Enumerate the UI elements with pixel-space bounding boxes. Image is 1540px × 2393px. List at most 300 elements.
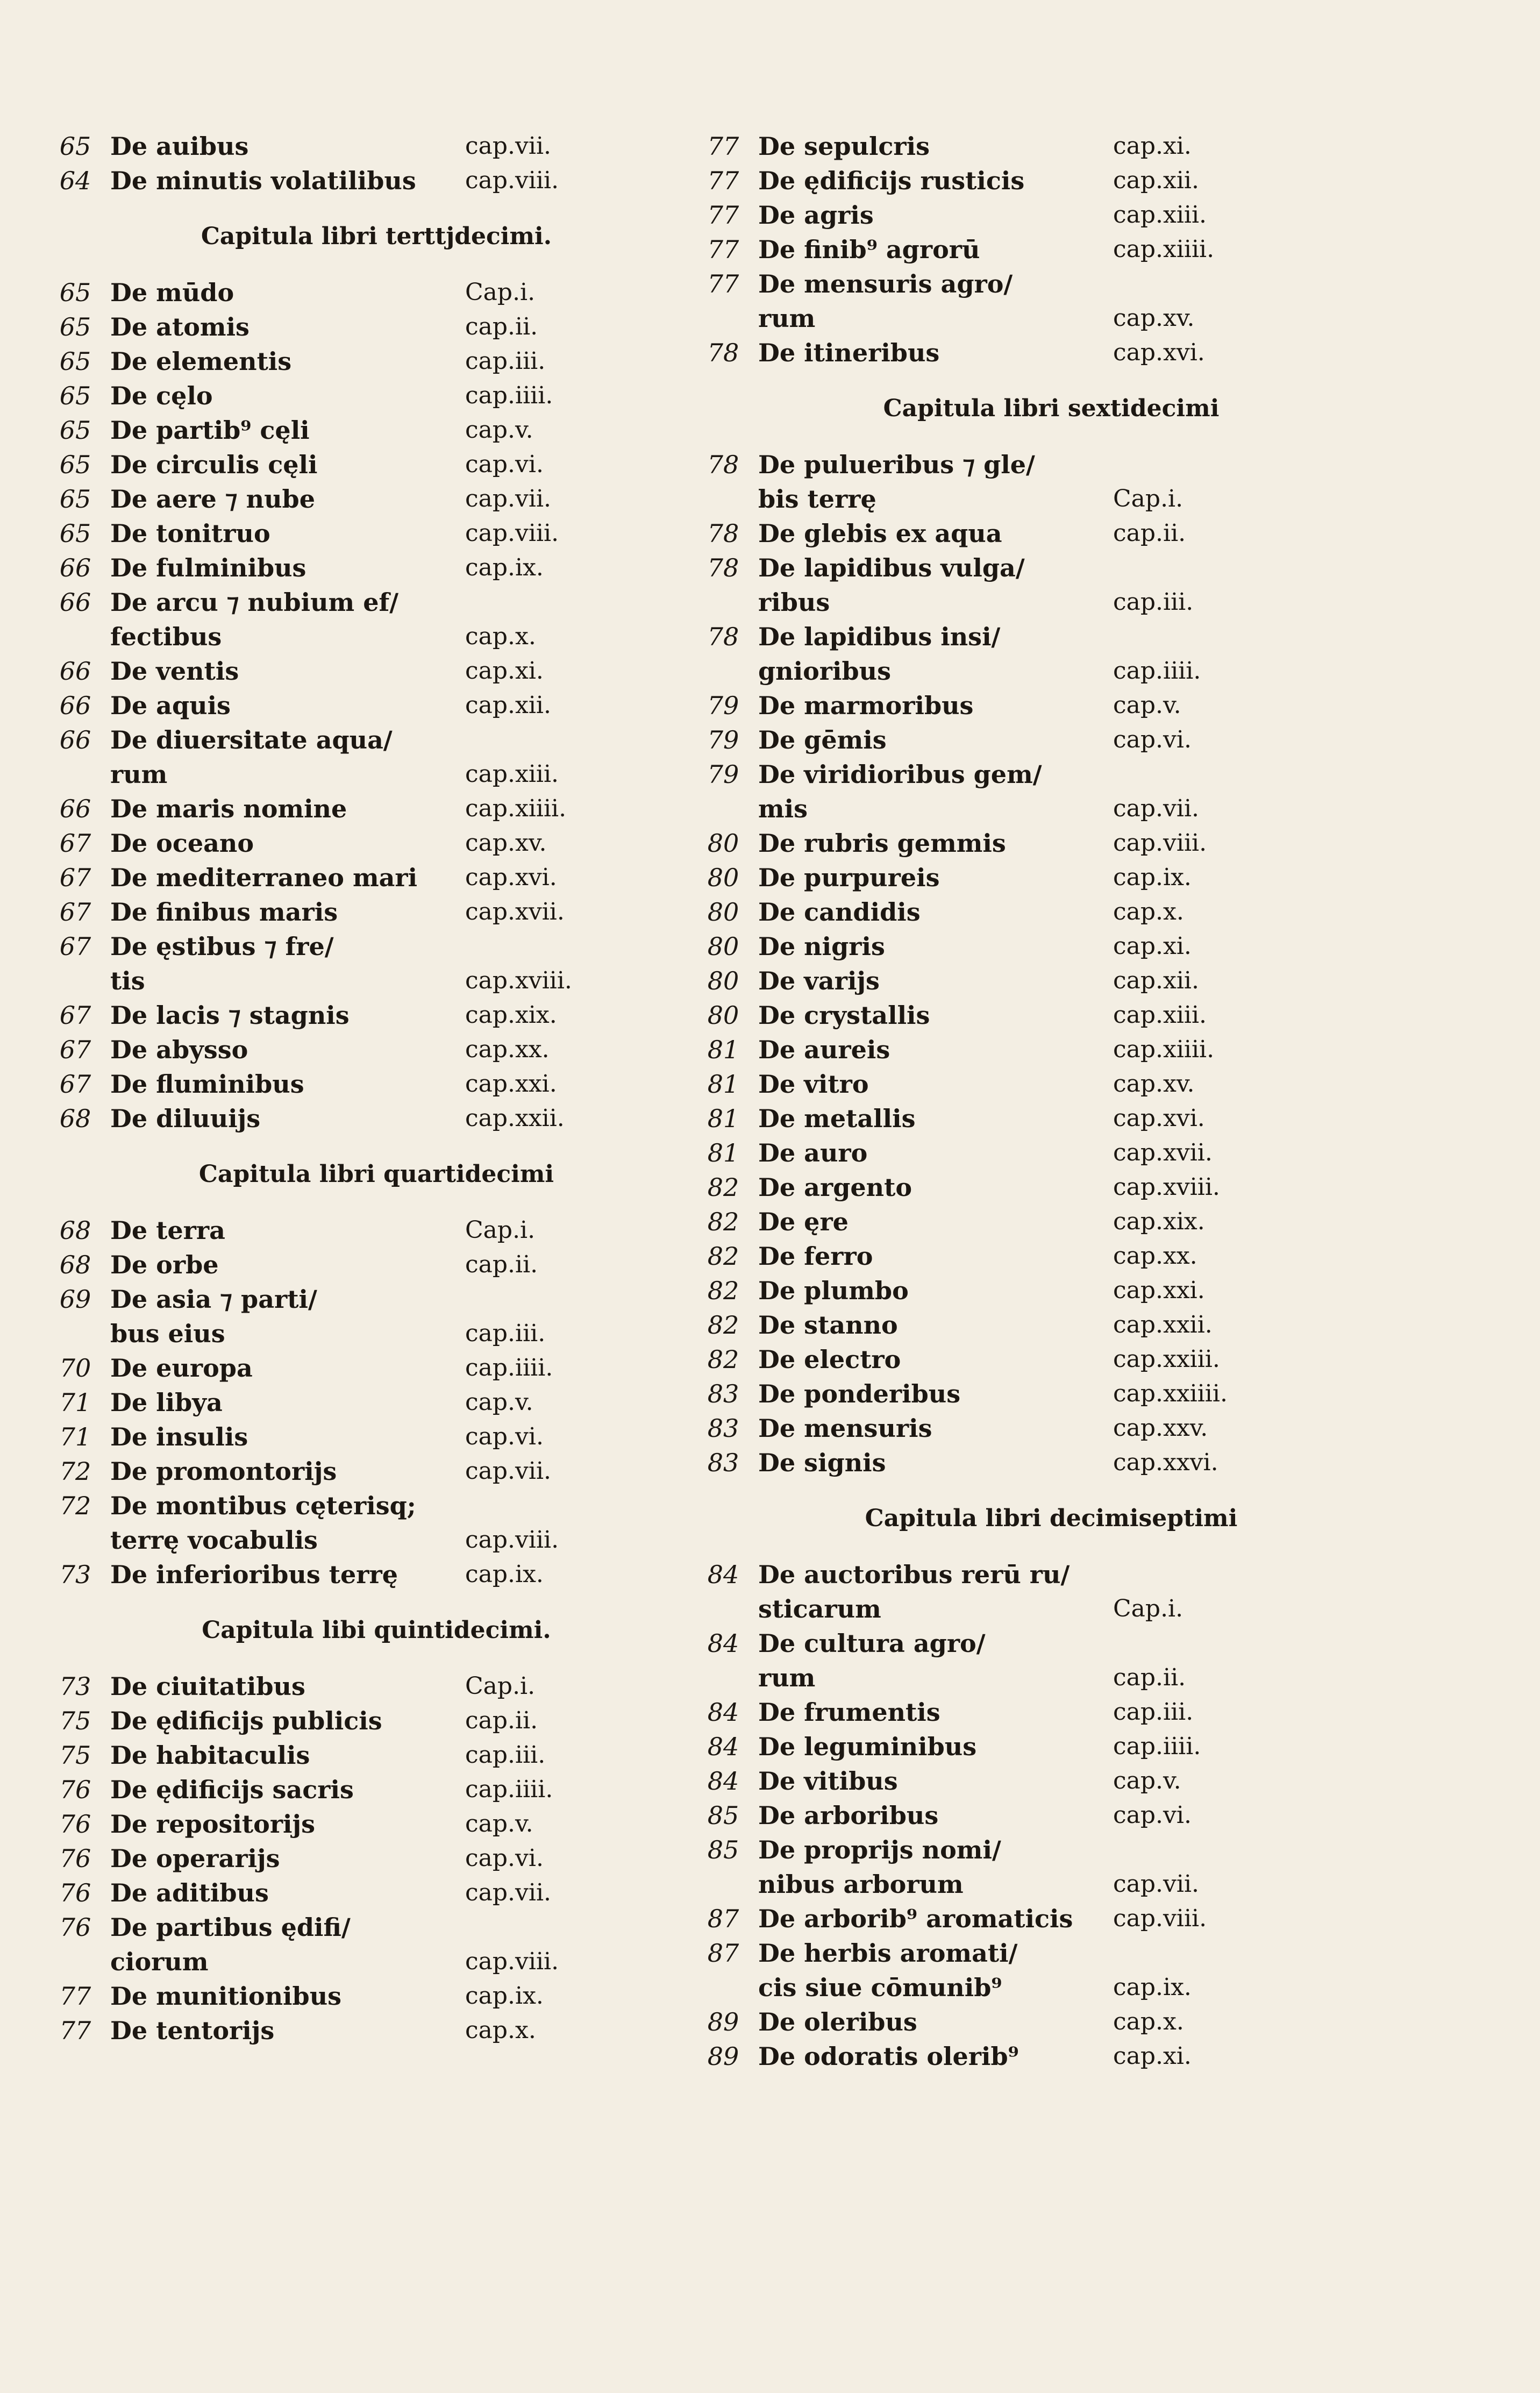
toc-entry <box>40 275 712 310</box>
folio-number: 85 <box>707 1801 739 1830</box>
toc-entry <box>40 344 712 379</box>
entry-title-line: rum <box>758 1663 816 1692</box>
entry-title-line: De fulminibus <box>110 553 306 582</box>
toc-entry <box>40 1213 712 1248</box>
chapter-number: cap.viii. <box>465 167 559 194</box>
folio-number: 66 <box>59 691 91 720</box>
entry-title-line: De ęstibus ⁊ fre/ <box>110 932 334 961</box>
folio-number: 73 <box>59 1672 91 1701</box>
folio-number: 66 <box>59 657 91 686</box>
entry-title-line: De viridioribus gem/ <box>758 760 1042 789</box>
toc-entry <box>40 723 712 792</box>
entry-title-line: De aureis <box>758 1035 890 1064</box>
entry-title <box>758 1205 1092 1239</box>
entry-title <box>110 1876 444 1910</box>
folio-number: 78 <box>707 519 739 548</box>
toc-entry <box>40 1454 712 1488</box>
entry-title-line: nibus arborum <box>758 1870 964 1899</box>
chapter-number: cap.vii. <box>465 1879 552 1906</box>
chapter-number: cap.iii. <box>465 347 546 375</box>
folio-number: 78 <box>707 338 739 367</box>
entry-title <box>758 757 1092 826</box>
entry-title-line: De ciuitatibus <box>110 1672 305 1701</box>
toc-entry <box>40 1488 712 1557</box>
toc-entry <box>688 1170 1414 1205</box>
toc-entry <box>40 1101 712 1136</box>
chapter-number: cap.ii. <box>465 1707 538 1734</box>
entry-title <box>110 1420 444 1454</box>
chapter-number: cap.viii. <box>1113 829 1207 857</box>
entry-title <box>110 998 444 1032</box>
toc-entry <box>40 379 712 413</box>
chapter-number: cap.ix. <box>465 1982 544 2010</box>
folio-number: 80 <box>707 966 739 995</box>
chapter-number: cap.xxii. <box>465 1105 565 1132</box>
entry-title-line: sticarum <box>758 1594 881 1623</box>
entry-title-line: De gēmis <box>758 725 887 754</box>
chapter-number: cap.iiii. <box>1113 1733 1201 1760</box>
chapter-number: cap.xi. <box>465 657 544 685</box>
entry-title-line: De argento <box>758 1173 912 1202</box>
toc-entry <box>688 129 1414 163</box>
toc-entry <box>40 2013 712 2048</box>
toc-entry <box>40 310 712 344</box>
entry-title-line: De arcu ⁊ nubium ef/ <box>110 588 399 617</box>
entry-title-line: gnioribus <box>758 657 891 686</box>
entry-title <box>758 1901 1092 1936</box>
folio-number: 75 <box>59 1741 91 1770</box>
entry-title-line: De auctoribus rerū ru/ <box>758 1560 1070 1589</box>
toc-entry <box>688 723 1414 757</box>
entry-title-line: De europa <box>110 1354 253 1383</box>
entry-title <box>110 1979 444 2013</box>
toc-entry <box>40 585 712 654</box>
entry-title <box>758 619 1092 688</box>
toc-entry <box>688 198 1414 232</box>
entry-title-line: De finibus maris <box>110 898 338 927</box>
folio-number: 82 <box>707 1311 739 1340</box>
chapter-number: cap.xx. <box>1113 1242 1197 1270</box>
entry-title-line: De metallis <box>758 1104 916 1133</box>
toc-entry <box>40 1807 712 1841</box>
entry-title <box>110 1282 444 1351</box>
entry-title-line: De stanno <box>758 1311 898 1340</box>
chapter-number: cap.xix. <box>465 1001 557 1029</box>
toc-entry <box>688 1136 1414 1170</box>
entry-title <box>110 792 444 826</box>
chapter-number: cap.x. <box>1113 898 1184 925</box>
toc-entry <box>40 413 712 447</box>
entry-title-line: De ędificijs sacris <box>110 1775 354 1804</box>
entry-title-line: rum <box>110 760 168 789</box>
chapter-number: cap.xi. <box>1113 132 1192 160</box>
entry-title-line: De minutis volatilibus <box>110 166 416 195</box>
entry-title-line: De aditibus <box>110 1878 269 1907</box>
folio-number: 76 <box>59 1810 91 1839</box>
entry-title <box>758 895 1092 929</box>
entry-title <box>758 2005 1092 2039</box>
entry-title <box>758 723 1092 757</box>
entry-title-line: De auibus <box>110 132 249 161</box>
toc-entry <box>40 1282 712 1351</box>
toc-entry <box>688 1101 1414 1136</box>
toc-entry <box>40 826 712 860</box>
entry-title-line: De agris <box>758 201 874 230</box>
entry-title <box>758 1308 1092 1342</box>
entry-title-line: De oceano <box>110 829 254 858</box>
entry-title-line: De nigris <box>758 932 885 961</box>
entry-title-line: De itineribus <box>758 338 940 367</box>
folio-number: 67 <box>59 1001 91 1030</box>
chapter-number: cap.ii. <box>1113 1664 1186 1691</box>
folio-number: 77 <box>707 269 739 298</box>
chapter-number: cap.iii. <box>465 1741 546 1769</box>
toc-entry <box>688 826 1414 860</box>
folio-number: 77 <box>707 201 739 230</box>
entry-title-line: De aquis <box>110 691 231 720</box>
folio-number: 71 <box>59 1422 91 1451</box>
folio-number: 78 <box>707 450 739 479</box>
entry-title <box>110 344 444 379</box>
entry-title <box>110 1032 444 1067</box>
entry-title-line: De mensuris agro/ <box>758 269 1013 298</box>
folio-number: 68 <box>59 1216 91 1245</box>
entry-title <box>758 1170 1092 1205</box>
entry-title-line: De plumbo <box>758 1276 909 1305</box>
folio-number: 77 <box>707 235 739 264</box>
entry-title-line: De mediterraneo mari <box>110 863 418 892</box>
folio-number: 82 <box>707 1207 739 1236</box>
entry-title <box>758 1032 1092 1067</box>
entry-title <box>110 1669 444 1704</box>
entry-title-line: De odoratis olerib⁹ <box>758 2042 1019 2071</box>
entry-title <box>110 275 444 310</box>
entry-title <box>110 413 444 447</box>
chapter-number: cap.vi. <box>1113 726 1192 753</box>
entry-title-line: De munitionibus <box>110 1982 342 2011</box>
entry-title <box>110 1704 444 1738</box>
chapter-number: cap.iii. <box>1113 588 1194 616</box>
toc-entry <box>688 1032 1414 1067</box>
entry-title <box>758 1764 1092 1798</box>
toc-entry <box>688 1695 1414 1729</box>
entry-title-line: De auro <box>758 1138 868 1167</box>
toc-entry <box>688 860 1414 895</box>
folio-number: 67 <box>59 829 91 858</box>
folio-number: 89 <box>707 2042 739 2071</box>
entry-title-line: De marmoribus <box>758 691 974 720</box>
entry-title <box>110 860 444 895</box>
toc-entry <box>40 792 712 826</box>
folio-number: 82 <box>707 1345 739 1374</box>
entry-title-line: De diluuijs <box>110 1104 261 1133</box>
entry-title-line: De partibus ędifi/ <box>110 1913 351 1942</box>
chapter-number: cap.xiiii. <box>1113 236 1215 263</box>
chapter-number: cap.v. <box>465 416 533 444</box>
folio-number: 64 <box>59 166 91 195</box>
toc-entry <box>688 1557 1414 1626</box>
folio-number: 70 <box>59 1354 91 1383</box>
folio-number: 66 <box>59 588 91 617</box>
toc-entry <box>688 1936 1414 2005</box>
entry-title <box>110 516 444 551</box>
toc-entry <box>40 998 712 1032</box>
entry-title-line: bus eius <box>110 1319 225 1348</box>
chapter-number: cap.iiii. <box>465 382 553 409</box>
entry-title <box>758 1377 1092 1411</box>
folio-number: 76 <box>59 1878 91 1907</box>
chapter-number: cap.x. <box>465 2017 536 2044</box>
chapter-number: cap.vi. <box>465 451 544 478</box>
toc-entry <box>40 895 712 929</box>
left-column <box>40 129 712 2048</box>
entry-title-line: De purpureis <box>758 863 940 892</box>
folio-number: 81 <box>707 1138 739 1167</box>
folio-number: 81 <box>707 1104 739 1133</box>
folio-number: 67 <box>59 932 91 961</box>
folio-number: 76 <box>59 1844 91 1873</box>
entry-title <box>758 688 1092 723</box>
entry-title <box>758 1798 1092 1833</box>
chapter-number: cap.viii. <box>1113 1905 1207 1932</box>
chapter-number: Cap.i. <box>1113 485 1183 512</box>
entry-title <box>110 447 444 482</box>
folio-number: 80 <box>707 898 739 927</box>
folio-number: 68 <box>59 1104 91 1133</box>
entry-title <box>758 232 1092 267</box>
toc-entry <box>688 1205 1414 1239</box>
toc-entry <box>688 1273 1414 1308</box>
folio-number: 77 <box>59 1982 91 2011</box>
chapter-number: cap.xxvi. <box>1113 1449 1218 1476</box>
chapter-number: cap.xii. <box>1113 967 1199 994</box>
toc-entry <box>688 267 1414 336</box>
toc-entry <box>40 447 712 482</box>
entry-title <box>758 1936 1092 2005</box>
toc-entry <box>688 895 1414 929</box>
chapter-number: cap.xx. <box>465 1036 550 1063</box>
folio-number: 82 <box>707 1173 739 1202</box>
entry-title-line: fectibus <box>110 622 222 651</box>
entry-title-line: De mensuris <box>758 1414 932 1443</box>
entry-title <box>110 1807 444 1841</box>
toc-entry <box>688 1411 1414 1445</box>
chapter-number: cap.vii. <box>465 1457 552 1485</box>
entry-title-line: De atomis <box>110 312 249 341</box>
folio-number: 85 <box>707 1835 739 1864</box>
chapter-number: cap.ii. <box>465 1251 538 1278</box>
chapter-number: cap.viii. <box>465 1948 559 1975</box>
chapter-number: cap.vi. <box>465 1423 544 1450</box>
toc-entry <box>40 516 712 551</box>
entry-title-line: De ponderibus <box>758 1379 961 1408</box>
toc-entry <box>688 1901 1414 1936</box>
toc-entry <box>688 1239 1414 1273</box>
chapter-number: cap.xxiiii. <box>1113 1380 1228 1407</box>
chapter-number: cap.viii. <box>465 1526 559 1554</box>
entry-title <box>110 1557 444 1592</box>
chapter-number: cap.xxv. <box>1113 1414 1208 1442</box>
chapter-number: cap.ix. <box>1113 1974 1192 2001</box>
chapter-number: cap.xv. <box>465 829 547 857</box>
entry-title <box>110 310 444 344</box>
entry-title <box>110 1738 444 1772</box>
folio-number: 66 <box>59 553 91 582</box>
chapter-number: cap.v. <box>1113 692 1181 719</box>
folio-number: 67 <box>59 1035 91 1064</box>
toc-entry <box>688 1798 1414 1833</box>
folio-number: 78 <box>707 622 739 651</box>
chapter-number: cap.xi. <box>1113 932 1192 960</box>
chapter-number: cap.xiiii. <box>465 795 567 822</box>
folio-number: 65 <box>59 312 91 341</box>
toc-entry <box>688 1377 1414 1411</box>
folio-number: 69 <box>59 1285 91 1314</box>
entry-title-line: De ędificijs publicis <box>110 1706 382 1735</box>
entry-title-line: mis <box>758 794 808 823</box>
entry-title <box>758 1445 1092 1480</box>
toc-entry <box>688 551 1414 619</box>
toc-entry <box>688 1445 1414 1480</box>
folio-number: 76 <box>59 1913 91 1942</box>
toc-entry <box>688 1342 1414 1377</box>
chapter-number: cap.iiii. <box>465 1354 553 1381</box>
entry-title-line: De electro <box>758 1345 901 1374</box>
entry-title <box>110 826 444 860</box>
entry-title <box>758 516 1092 551</box>
toc-entry <box>40 654 712 688</box>
folio-number: 76 <box>59 1775 91 1804</box>
entry-title <box>110 929 444 998</box>
folio-number: 65 <box>59 347 91 376</box>
toc-entry <box>688 1308 1414 1342</box>
entry-title <box>758 1342 1092 1377</box>
folio-number: 67 <box>59 898 91 927</box>
entry-title <box>110 1772 444 1807</box>
entry-title-line: De habitaculis <box>110 1741 310 1770</box>
entry-title-line: De leguminibus <box>758 1732 977 1761</box>
entry-title <box>110 585 444 654</box>
toc-entry <box>40 551 712 585</box>
toc-entry <box>40 1704 712 1738</box>
entry-title <box>758 198 1092 232</box>
section-heading: Capitula libi quintidecimi. <box>202 1616 551 1644</box>
entry-title <box>110 1213 444 1248</box>
entry-title-line: De crystallis <box>758 1001 930 1030</box>
folio-number: 65 <box>59 416 91 445</box>
chapter-number: cap.ii. <box>1113 519 1186 547</box>
section-heading: Capitula libri quartidecimi <box>198 1160 554 1188</box>
toc-entry <box>40 929 712 998</box>
chapter-number: cap.xvi. <box>1113 1105 1205 1132</box>
entry-title <box>758 998 1092 1032</box>
toc-entry <box>688 163 1414 198</box>
chapter-number: cap.ix. <box>465 1561 544 1588</box>
entry-title <box>758 1626 1092 1695</box>
folio-number: 77 <box>707 166 739 195</box>
entry-title-line: De ęre <box>758 1207 849 1236</box>
folio-number: 77 <box>707 132 739 161</box>
entry-title-line: De lapidibus vulga/ <box>758 553 1025 582</box>
chapter-number: cap.xv. <box>1113 1070 1195 1098</box>
entry-title <box>758 551 1092 619</box>
folio-number: 66 <box>59 725 91 754</box>
entry-title-line: De diuersitate aqua/ <box>110 725 393 754</box>
entry-title-line: rum <box>758 304 816 333</box>
folio-number: 79 <box>707 691 739 720</box>
entry-title-line: terrę vocabulis <box>110 1526 318 1555</box>
chapter-number: cap.ix. <box>465 554 544 581</box>
folio-number: 65 <box>59 450 91 479</box>
entry-title <box>758 1411 1092 1445</box>
chapter-number: Cap.i. <box>465 1216 536 1244</box>
folio-number: 87 <box>707 1939 739 1968</box>
chapter-number: Cap.i. <box>465 1672 536 1700</box>
chapter-number: cap.xii. <box>465 692 551 719</box>
folio-number: 87 <box>707 1904 739 1933</box>
folio-number: 72 <box>59 1491 91 1520</box>
folio-number: 83 <box>707 1414 739 1443</box>
toc-entry <box>688 688 1414 723</box>
folio-number: 75 <box>59 1706 91 1735</box>
entry-title-line: De fluminibus <box>110 1070 304 1099</box>
chapter-number: cap.xviii. <box>1113 1173 1220 1201</box>
toc-entry <box>688 1067 1414 1101</box>
entry-title-line: De frumentis <box>758 1698 940 1727</box>
toc-entry <box>40 1772 712 1807</box>
toc-entry <box>688 516 1414 551</box>
entry-title <box>758 1239 1092 1273</box>
entry-title <box>110 895 444 929</box>
toc-entry <box>688 757 1414 826</box>
chapter-number: cap.xvi. <box>1113 339 1205 366</box>
entry-title-line: De signis <box>758 1448 886 1477</box>
chapter-number: Cap.i. <box>465 279 536 306</box>
entry-title <box>110 482 444 516</box>
entry-title <box>110 1841 444 1876</box>
folio-number: 80 <box>707 1001 739 1030</box>
toc-entry <box>40 129 712 163</box>
entry-title <box>758 826 1092 860</box>
entry-title-line: De elementis <box>110 347 292 376</box>
entry-title-line: De vitro <box>758 1070 869 1099</box>
entry-title <box>758 1557 1092 1626</box>
folio-number: 65 <box>59 278 91 307</box>
chapter-number: cap.iii. <box>465 1320 546 1347</box>
entry-title-line: De ferro <box>758 1242 873 1271</box>
chapter-number: cap.vii. <box>1113 795 1200 822</box>
folio-number: 84 <box>707 1767 739 1796</box>
toc-entry <box>688 336 1414 370</box>
toc-entry <box>688 1833 1414 1901</box>
entry-title-line: De tentorijs <box>110 2016 275 2045</box>
entry-title-line: De operarijs <box>110 1844 280 1873</box>
toc-entry <box>688 2039 1414 2074</box>
right-column <box>688 129 1414 2074</box>
folio-number: 81 <box>707 1070 739 1099</box>
entry-title-line: De arborib⁹ aromaticis <box>758 1904 1073 1933</box>
entry-title-line: De montibus cęterisq; <box>110 1491 416 1520</box>
entry-title-line: De inferioribus terrę <box>110 1560 398 1589</box>
entry-title <box>758 1101 1092 1136</box>
entry-title-line: De proprijs nomi/ <box>758 1835 1001 1864</box>
chapter-number: cap.viii. <box>465 519 559 547</box>
entry-title <box>758 267 1092 336</box>
folio-number: 73 <box>59 1560 91 1589</box>
toc-entry <box>40 1032 712 1067</box>
entry-title <box>758 1833 1092 1901</box>
entry-title-line: De finib⁹ agrorū <box>758 235 980 264</box>
